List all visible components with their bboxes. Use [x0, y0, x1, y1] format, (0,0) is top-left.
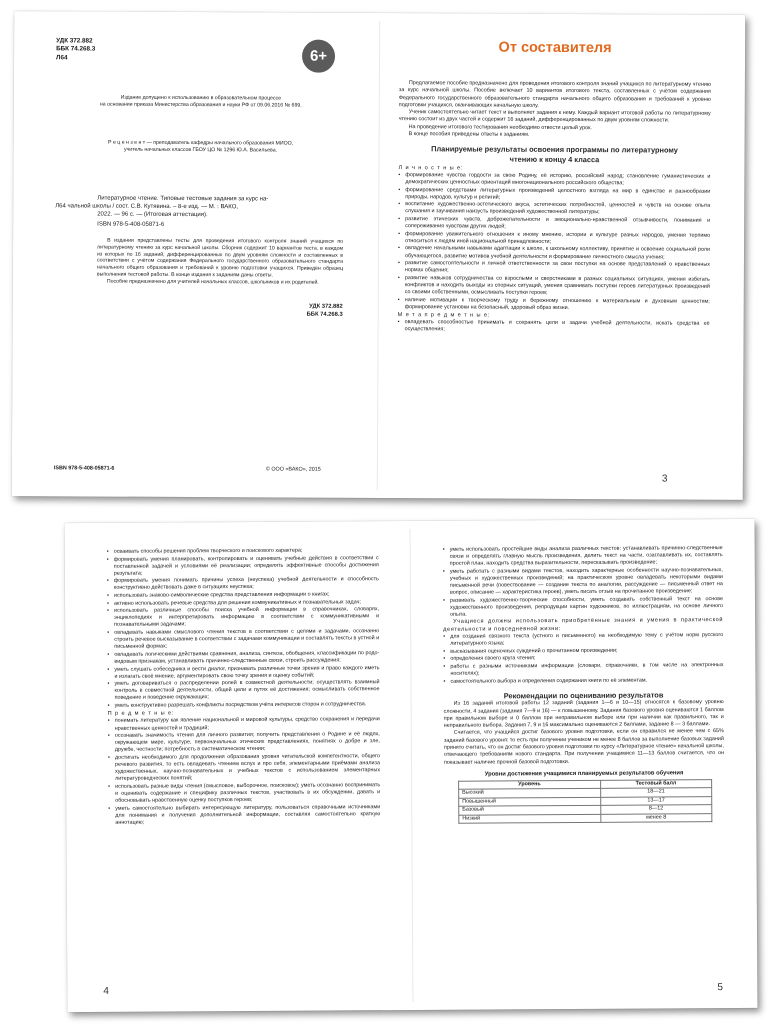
list-item: • овладевать логическими действиями сравнения, анализа, синтеза, обобщения, классификации по родо-видовым признакам, устанавливать причинно-следственные связи, строить рассуждения;: [107, 650, 379, 666]
intro-section: [398, 80, 711, 335]
subject-results-list: [443, 545, 723, 619]
isbn-footer: ISBN 978-5-408-05871-6: [53, 465, 115, 472]
list-item: • использовать разные виды чтения (смысловое, выборочное, поисковое); уметь осознанно воспринимать и оценивать содержание и специфику различных текстов, участвовать в их обсуждении, давать и обосновывать нравственную оценку поступков героев;: [108, 782, 380, 805]
list-item: • работы с разными источниками информации (словари, справочники, в том числе на электронных носителях);: [443, 662, 723, 678]
list-item: • активно использовать речевые средства для решения коммуникативных и познавательных задач;: [107, 599, 379, 608]
abstract-text: В издании представлены тесты для проведения итогового контроля знаний учащихся по литературному чтению за курс начальной школы. Сборник содержит 10 вариантов теста, в каждом из которых по 16 заданий, дифференцированных по двум уровням сложности и составленных в соответствии с учётом содержания Федерального государственного образовательного стандарта начального общего образования и требований к уровню подготовки учащихся. Приведён образец выполнения тестовой работы. В конце издания к заданиям даны ответы.: [96, 237, 344, 279]
list-item: • развитие навыков сотрудничества со взрослыми и сверстниками в разных социальных ситуациях, умения избегать конфликтов и находить выходы из спорных ситуаций, умения сравнивать поступки героев литературных произведений со своими собственными, осмысливать поступки героев;: [398, 275, 710, 298]
score-cell: 13—17: [600, 796, 711, 805]
list-item: • развитие самостоятельности и личной ответственности за свои поступки на основе представлений о нравственных нормах общения;: [398, 260, 710, 276]
score-cell: 8—12: [600, 805, 711, 814]
level-cell: Высокий: [459, 789, 601, 798]
author-mark: Л64: [56, 54, 68, 62]
list-item: • формировать умения планировать, контролировать и оценивать учебные действия в соответствии с поставленной задачей и условиями её реализации; определять эффективные способы достижения результата;: [107, 555, 379, 578]
score-cell: 18—21: [600, 788, 711, 797]
reviewer-line: учитель начальных классов ГБОУ ЦО № 1296 Ю.А. Васильева.: [124, 146, 278, 154]
levels-table: [458, 779, 712, 824]
list-item: • высказывания оценочных суждений о прочитанном произведении;: [443, 647, 723, 656]
table-title: Уровни достижения учащимися планируемых результатов обучения: [484, 770, 684, 778]
book-spread-top: [12, 11, 746, 500]
meta-results-continued: [107, 547, 381, 827]
list-item: • использовать различные способы поиска учебной информации в справочниках, словарях, энциклопедиях и интерпретировать информацию в соответствии с коммуникативными и познавательными задачами;: [107, 606, 379, 629]
catalog-line: 2022. — 96 с. — (Итоговая аттестация).: [97, 211, 208, 219]
catalog-line: Л64 чальной школы / сост. С.В. Кутявина. – 8-е изд. — М. : ВАКО,: [55, 203, 239, 211]
list-item: • наличие мотивации к творческому труду и бережному отношению к материальным и духовным ценностям; формирование установки на безопасный, здоровый образ жизни.: [398, 297, 710, 313]
intro-paragraph: Предлагаемое пособие предназначено для проведения итогового контроля знаний учащихся по литературному чтению за курс начальной школы. Пособие включает 10 вариантов итогового текста, составленных с учётом содержания Федерального государственного образовательного стандарта начального общего образования и требований к уровню подготовки учащихся, оканчивающих начальную школу.: [398, 80, 711, 109]
personal-results-list: [398, 172, 711, 312]
bbk-code: ББК 74.268.3: [56, 45, 96, 53]
section-heading: Рекомендации по оцениванию результатов: [503, 690, 664, 701]
imprint-page: [12, 11, 380, 498]
page-number: 5: [717, 982, 723, 994]
udk-code: УДК 372.882: [309, 303, 343, 310]
intro-paragraph: Ученик самостоятельно читает текст и выполняет задания к нему. Каждый вариант итоговой работы по литературному чтению состоит из двух частей и содержит 16 заданий, дифференцированных по двум уровням сложности.: [398, 109, 711, 125]
list-item: • использовать знаково-символические средства представления информации о книгах;: [107, 591, 379, 600]
students-paragraph: Учащиеся должны использовать приобретённые знания и умения в практической деятельности и повседневной жизни:: [443, 617, 724, 633]
reviewer-line: Р е ц е н з е н т — преподаватель кафедры начального образования МИОО,: [108, 139, 294, 147]
list-item: • овладевать способностью принимать и сохранять цели и задачи учебной деятельности, искать средства её осуществления;: [398, 319, 710, 335]
classification-repeat: [307, 304, 343, 319]
list-item: • формирование уважительного отношения к иному мнению, истории и культуре разных народов, умения терпимо относиться к людям иной национальной принадлежности;: [398, 231, 710, 247]
grading-paragraph: Из 16 заданий итоговой работы 12 заданий (задания 1—6 и 10—15) относятся к базовому уровню сложности, 4 задания (задания 7—9 и 16) — к повышенному. Задания базового уровня оцениваются 1 баллом при правильном выборе и 0 баллом при неправильном выборе или при наличии как правильного, так и неправильного выбора. Задания 7, 9 и 16 максимально оцениваются 2 баллами, задание 8 — 3 баллами.: [443, 699, 724, 729]
approval-line: на основании приказа Министерства образования и науки РФ от 09.06.2016 № 699.: [99, 101, 302, 109]
table-row: [459, 813, 712, 823]
levels-table-wrap: [444, 779, 724, 824]
reviewer-note: [56, 139, 346, 154]
list-item: • формирование средствами литературных произведений целостного взгляда на мир в единстве и разнообразии природы, народов, культур и религий;: [398, 187, 710, 203]
list-item: • формирование чувства гордости за свою Родину, её историю, российский народ; становление гуманистических и демократических ценностных ориентаций многонационального российского общества;: [398, 172, 710, 188]
page-title: От составителя: [498, 39, 612, 57]
page-number: 4: [103, 985, 109, 997]
page-3: [397, 13, 712, 500]
list-item: • развитие этических чувств, доброжелательности и эмоционально-нравственной отзывчивости, понимания и сопереживания чувствам других людей;: [398, 216, 710, 232]
list-item: • самостоятельного выбора и определения содержания книги по её элементам.: [443, 677, 723, 686]
list-item: • уметь договариваться о распределении ролей в совместной деятельности; осуществлять взаимный контроль в совместной деятельности, общей цели и путях её достижения; осмысливать собственное поведение и поведение окружающих;: [107, 679, 379, 702]
list-item: • определения своего круга чтения;: [443, 654, 723, 663]
udk-code: УДК 372.882: [56, 37, 93, 45]
copyright-notice: © ООО «ВАКО», 2015: [265, 466, 321, 473]
subject-results-continued: [443, 545, 725, 824]
book-spread-bottom: [65, 519, 758, 1012]
score-cell: менее 8: [600, 813, 711, 822]
subject-results-list: [108, 717, 381, 827]
list-item: • достигать необходимого для продолжения образования уровня читательской компетентности, общего речевого развития, то есть овладевать чтением вслух и про себя, элементарными приёмами анализа художественных, научно-познавательных и учебных текстов с использованием элементарных литературоведческих понятий;: [108, 753, 380, 783]
meta-results-list: [107, 547, 380, 710]
abstract-block: [97, 238, 343, 287]
column-header: Тестовый балл: [600, 780, 711, 789]
age-rating-badge: 6+: [302, 40, 335, 73]
list-item: • воспитание художественно-эстетического вкуса, эстетических потребностей, ценностей и чувств на основе опыта слушания и заучивания наизусть произведений художественной литературы;: [398, 201, 710, 217]
skills-list: [443, 632, 723, 685]
level-cell: Повышенный: [459, 797, 601, 806]
section-heading: Планируемые результаты освоения программы по литературному чтению к концу 4 класса: [431, 144, 678, 165]
bbk-code: ББК 74.268.3: [306, 311, 343, 318]
list-item: • формировать умения понимать причины успеха (неуспеха) учебной деятельности и способность конструктивно действовать даже в ситуациях неуспеха;: [107, 577, 379, 593]
intro-paragraph: В конце пособия приведены ответы к заданиям.: [408, 131, 530, 138]
column-header: Уровень: [459, 780, 601, 789]
list-item: • уметь слушать собеседника и вести диалог, признавать различные точки зрения и право каждого иметь и излагать своё мнение, аргументировать свою точку зрения и оценку событий;: [107, 665, 379, 681]
grading-paragraph: Считается, что учащийся достиг базового уровня подготовки, если он справился не менее чем с 65% заданий базового уровня: то есть при получении учеником не менее 8 баллов за выполнение базовых заданий принято считать, что он достиг базового уровня подготовки по курсу «Литературное чтение» начальной школы, отвечающего требованиям нового стандарта. При получении учащимися 11—13 баллов считается, что он показывает наличие прочной базовой подготовки.: [443, 728, 724, 766]
list-item: • осознавать значимость чтения для личного развития; получить представления о Родине и её людях, окружающем мире, культуре, первоначальных этических представлениях, понятиях о добре и зле, дружбе, честности; потребность в систематическом чтении;: [108, 731, 380, 754]
list-item: • уметь использовать простейшие виды анализа различных текстов: устанавливать причинно-следственные связи и определять главную мысль произведения, делить текст на части, озаглавливать их, составлять простой план, находить средства выразительности, пересказывать произведение;: [443, 545, 723, 568]
approval-line: Издание допущено к использованию в образовательном процессе: [120, 94, 282, 102]
list-item: • овладевать навыками смыслового чтения текстов в соответствии с целями и задачами, осознанно строить речевое высказывание в соответствии с задачами коммуникации и составлять тексты в устной и письменной формах;: [107, 628, 379, 651]
list-item: • уметь конструктивно разрешать конфликты посредством учёта интересов сторон и сотрудничества.: [108, 701, 380, 710]
level-cell: Низкий: [459, 814, 601, 823]
meta-results-list: [398, 319, 710, 335]
audience-text: Пособие предназначено для учителей начальных классов, школьников и их родителей.: [106, 278, 319, 286]
list-item: • уметь работать с разными видами текстов, находить характерные особенности научно-познавательных, учебных и художественных произведений; на практическом уровне овладевать некоторыми видами письменной речи (повествование — создание текста по аналогии, рассуждение — письменный ответ на вопрос, описание — характеристика героев), уметь писать отзыв на прочитанное произведение;: [443, 567, 723, 597]
classification-block: [56, 37, 95, 62]
list-item: • осваивать способы решения проблем творческого и поискового характера;: [107, 547, 379, 556]
list-item: • овладение начальными навыками адаптации к школе, к школьному коллективу, принятие и освоение социальной роли обучающегося, развитие мотивов учебной деятельности и формирование личностного смысла учения;: [398, 246, 710, 262]
subject-label: П р е д м е т н ы е:: [107, 710, 175, 717]
personal-label: Л и ч н о с т н ы е:: [398, 164, 464, 172]
list-item: • понимать литературу как явление национальной и мировой культуры, средство сохранения и передачи нравственных ценностей и традиций;: [108, 717, 380, 733]
page-number: 3: [661, 473, 668, 485]
isbn-main: ISBN 978-5-408-05871-6: [97, 221, 165, 228]
intro-paragraph: На проведение итогового тестирования необходимо отвести целый урок.: [408, 123, 592, 131]
catalog-record: [55, 194, 345, 229]
level-cell: Базовый: [459, 805, 601, 814]
list-item: • уметь самостоятельно выбирать интересующую литературу, пользоваться справочными источниками для понимания и получения дополнительной информации, составляя самостоятельно краткую аннотацию;: [108, 804, 380, 827]
catalog-line: Литературное чтение. Типовые тестовые задания за курс на-: [97, 195, 269, 203]
meta-label: М е т а п р е д м е т н ы е:: [397, 311, 491, 319]
page-4: [103, 521, 382, 1012]
approval-note: [56, 94, 346, 109]
list-item: • развивать художественно-творческие способности, уметь создавать собственный текст на основе художественного произведения, репродукции картин художников, по иллюстрациям, на основе личного опыта.: [443, 596, 723, 619]
gutter: [410, 529, 414, 1002]
page-5: [443, 519, 726, 1010]
list-item: • для создания связного текста (устного и письменного) на необходимую тему с учётом норм русского литературного языка;: [443, 632, 723, 648]
